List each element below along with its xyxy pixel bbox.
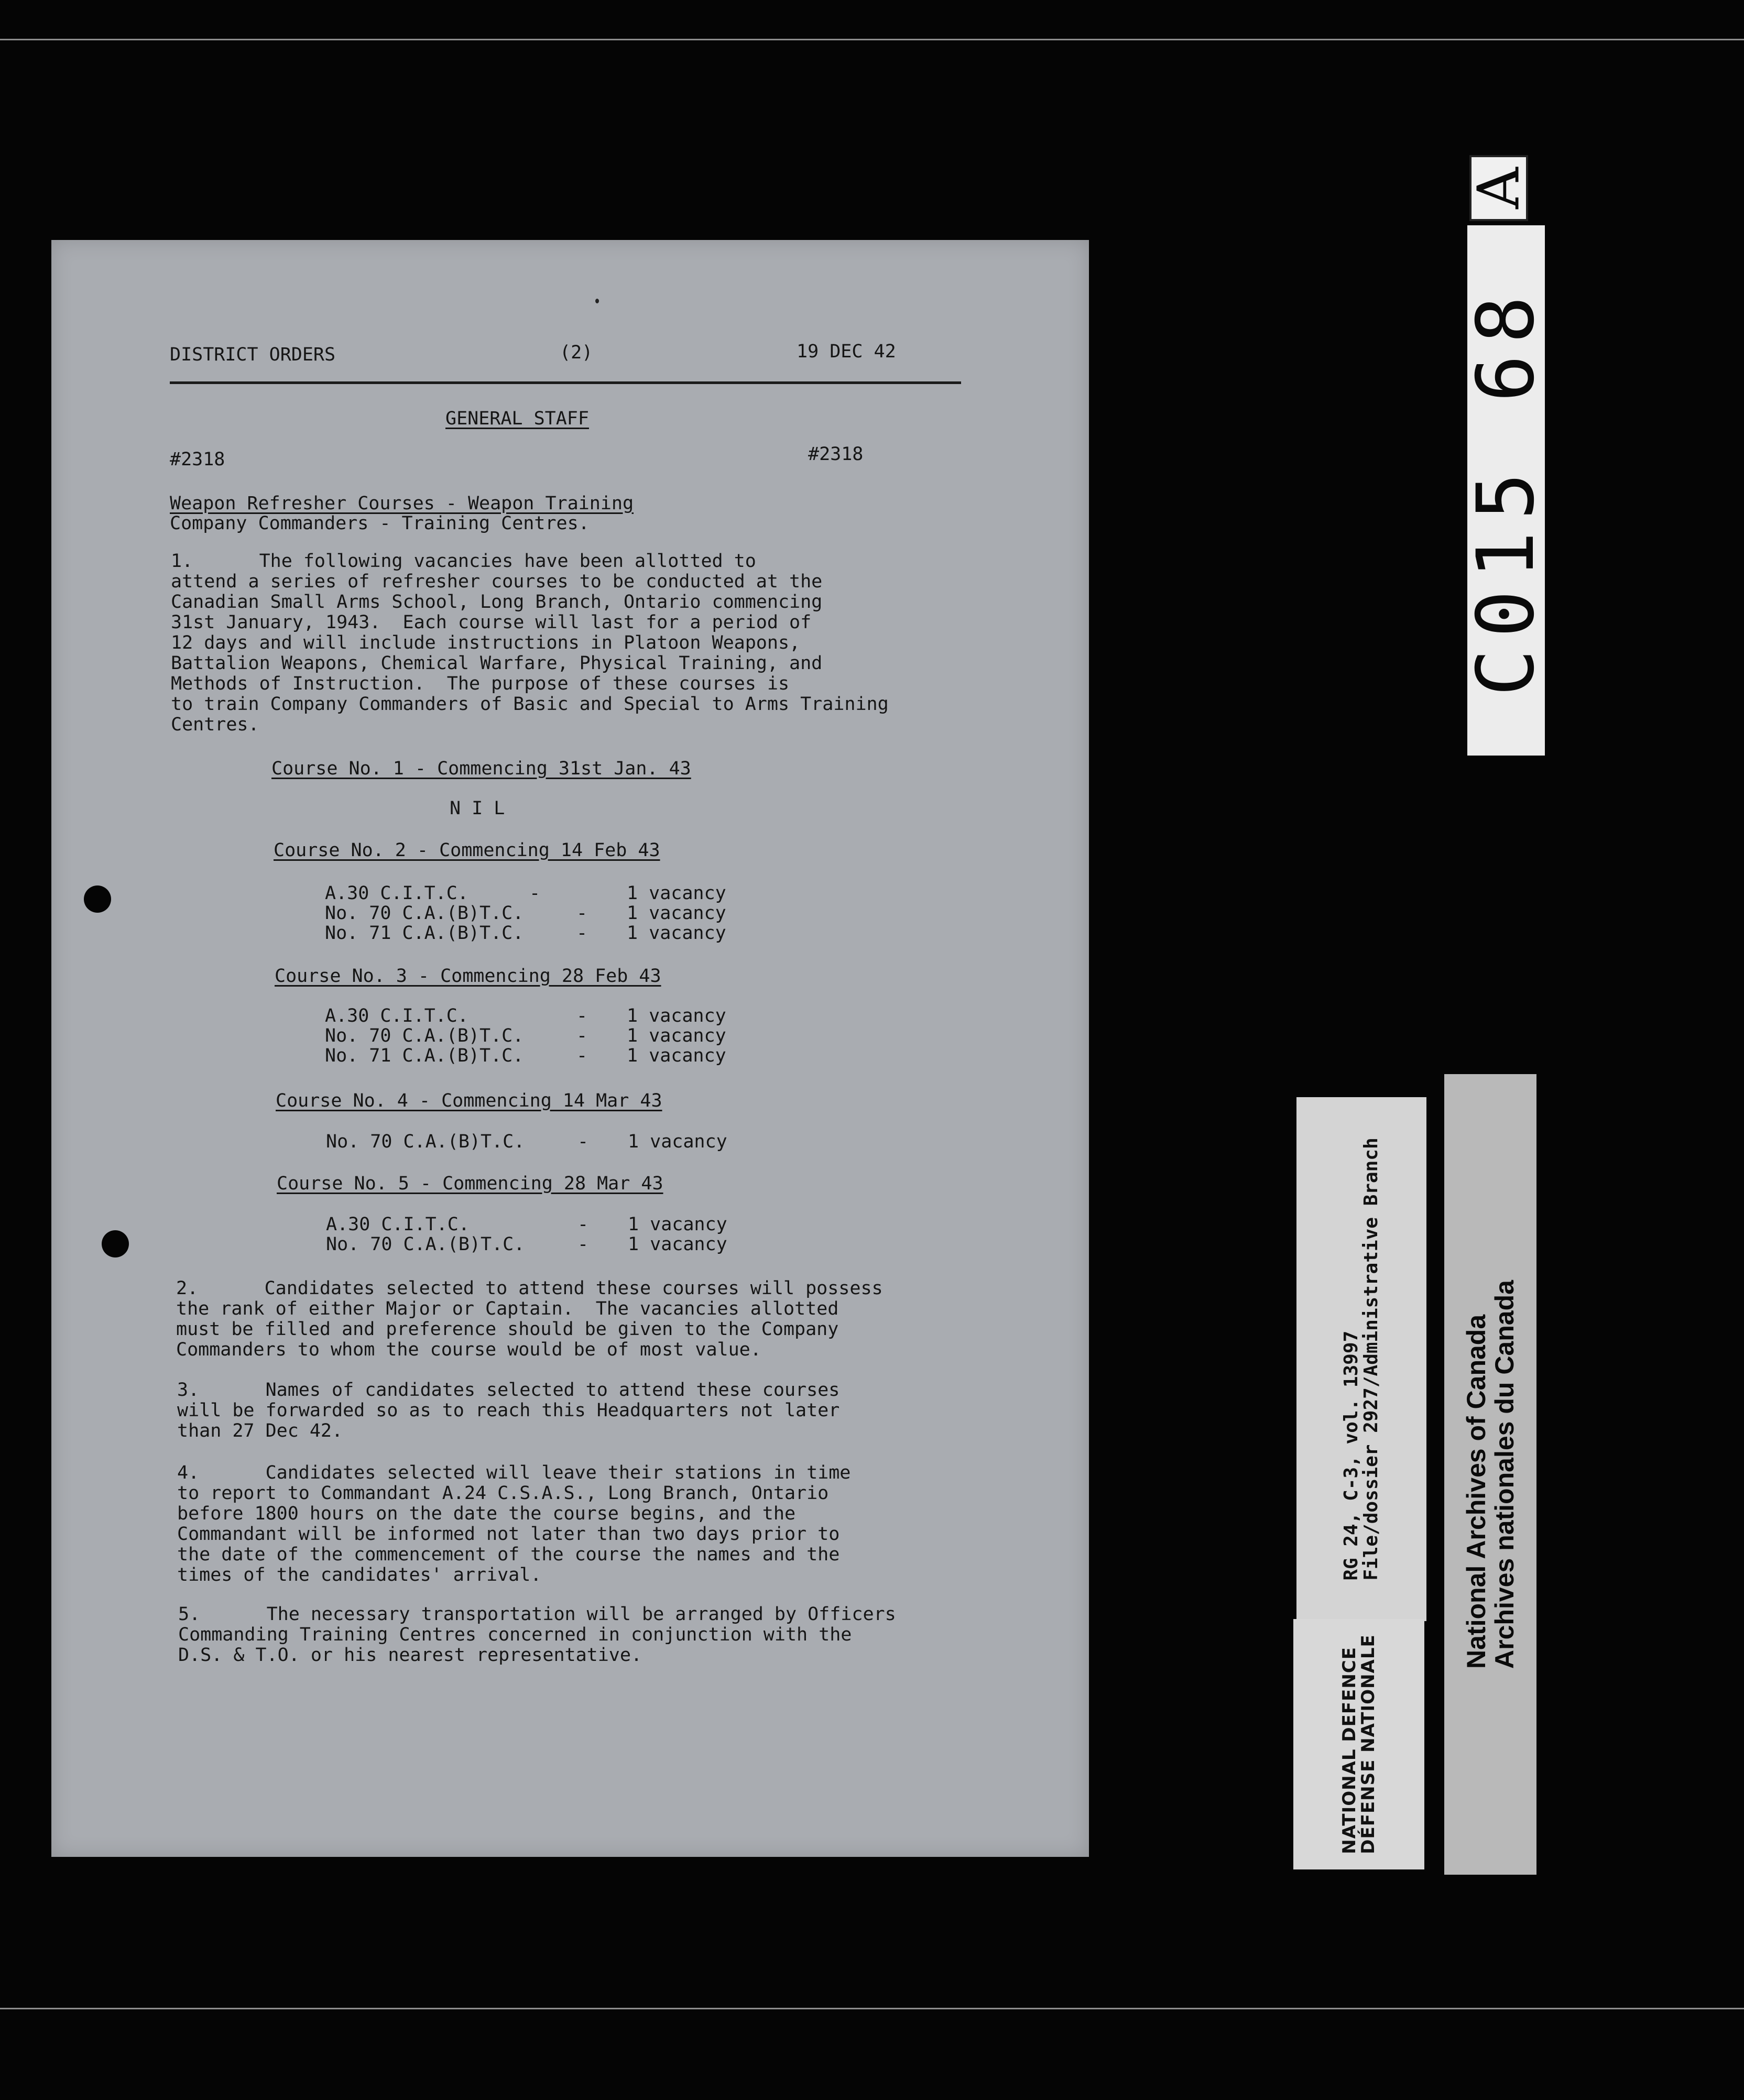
vacancy-row (326, 1215, 798, 1234)
vacancy-unit: No. 70 C.A.(B)T.C. (326, 1234, 525, 1255)
paragraph-1-line: Methods of Instruction. The purpose of these courses is (171, 673, 790, 694)
vacancy-count: 1 vacancy (627, 1025, 726, 1046)
paragraph-5-line: Commanding Training Centres concerned in conjunction with the (178, 1624, 852, 1645)
paragraph-3-line: than 27 Dec 42. (177, 1420, 343, 1441)
course-4-title: Course No. 4 - Commencing 14 Mar 43 (276, 1090, 662, 1111)
vacancy-row (325, 923, 797, 943)
punch-hole-lower (102, 1230, 129, 1257)
paper-speck (595, 299, 599, 303)
header-page-number: (2) (560, 342, 593, 363)
vacancy-count: 1 vacancy (627, 1005, 726, 1026)
paragraph-4-line: times of the candidates' arrival. (177, 1565, 542, 1585)
header-date: 19 DEC 42 (797, 341, 896, 362)
national-defence-line-1: NATIONAL DEFENCE (1339, 1647, 1360, 1854)
section-title: GENERAL STAFF (445, 408, 589, 429)
national-archives-line-1: National Archives of Canada (1462, 1314, 1491, 1669)
paragraph-5-line: 5. The necessary transportation will be arranged by Officers (178, 1604, 896, 1625)
vacancy-unit: No. 70 C.A.(B)T.C. (325, 1025, 524, 1046)
record-group-line-2: File/dossier 2927/Administrative Branch (1360, 1138, 1382, 1581)
national-defence-text (1340, 1634, 1378, 1854)
vacancy-row (325, 1006, 797, 1026)
vacancy-unit: No. 70 C.A.(B)T.C. (325, 903, 524, 924)
national-defence-line-2: DÉFENSE NATIONALE (1358, 1634, 1379, 1854)
vacancy-dash: - (576, 1025, 588, 1046)
subject-line-2: Company Commanders - Training Centres. (170, 513, 590, 534)
national-defence-label (1293, 1619, 1424, 1869)
paragraph-1-line: 1. The following vacancies have been allotted to (171, 551, 756, 572)
paragraph-2-line: must be filled and preference should be given to the Company (176, 1319, 839, 1340)
course-5-vacancy-list (326, 1215, 798, 1254)
document-page (51, 240, 1089, 1857)
paragraph-1-line: 31st January, 1943. Each course will last for a period of (171, 612, 812, 633)
paragraph-4-line: 4. Candidates selected will leave their stations in time (177, 1462, 851, 1483)
course-1-nil: N I L (450, 798, 505, 819)
course-4-vacancy-list (326, 1132, 798, 1152)
national-archives-text (1462, 1280, 1519, 1669)
vacancy-dash: - (576, 903, 588, 924)
frame-letter: A (1465, 167, 1532, 209)
national-archives-label (1444, 1074, 1536, 1875)
vacancy-count: 1 vacancy (627, 903, 726, 924)
vacancy-count: 1 vacancy (628, 1234, 727, 1255)
paragraph-3-line: 3. Names of candidates selected to attend these courses (177, 1380, 840, 1401)
paragraph-2-line: Commanders to whom the course would be of most value. (176, 1339, 761, 1360)
vacancy-count: 1 vacancy (627, 883, 726, 904)
vacancy-row (326, 1234, 798, 1254)
vacancy-dash: - (576, 1005, 588, 1026)
vacancy-count: 1 vacancy (628, 1214, 727, 1235)
paragraph-1-line: Battalion Weapons, Chemical Warfare, Physical Training, and (171, 653, 823, 674)
order-number-right: #2318 (808, 444, 864, 465)
vacancy-unit: A.30 C.I.T.C. (325, 883, 468, 904)
paragraph-2-line: 2. Candidates selected to attend these courses will possess (176, 1278, 883, 1299)
paragraph-2-line: the rank of either Major or Captain. The vacancies allotted (176, 1298, 839, 1319)
vacancy-dash: - (577, 1131, 589, 1152)
paragraph-4-line: the date of the commencement of the course the names and the (177, 1544, 840, 1565)
paragraph-1-line: attend a series of refresher courses to be conducted at the (171, 571, 823, 592)
film-frame-bottom-edge (0, 2008, 1744, 2009)
paragraph-3-line: will be forwarded so as to reach this Headquarters not later (177, 1400, 840, 1421)
record-group-text (1342, 1138, 1381, 1580)
header-rule (170, 381, 961, 384)
header-left: DISTRICT ORDERS (170, 344, 336, 365)
vacancy-dash: - (529, 883, 541, 904)
vacancy-count: 1 vacancy (628, 1131, 727, 1152)
course-1-title: Course No. 1 - Commencing 31st Jan. 43 (271, 758, 691, 779)
course-5-title: Course No. 5 - Commencing 28 Mar 43 (277, 1173, 663, 1194)
course-3-title: Course No. 3 - Commencing 28 Feb 43 (275, 966, 661, 987)
paragraph-4-line: to report to Commandant A.24 C.S.A.S., Long Branch, Ontario (177, 1483, 829, 1504)
vacancy-unit: No. 71 C.A.(B)T.C. (325, 1045, 524, 1066)
vacancy-dash: - (577, 1214, 589, 1235)
paragraph-1-line: Centres. (171, 714, 259, 735)
national-archives-line-2: Archives nationales du Canada (1490, 1280, 1519, 1669)
record-group-line-1: RG 24, C-3, vol. 13997 (1340, 1330, 1362, 1581)
course-3-vacancy-list (325, 1006, 797, 1066)
vacancy-unit: No. 71 C.A.(B)T.C. (325, 923, 524, 944)
paragraph-4-line: before 1800 hours on the date the course begins, and the (177, 1503, 796, 1524)
vacancy-dash: - (576, 923, 588, 944)
vacancy-unit: A.30 C.I.T.C. (325, 1005, 468, 1026)
subject-line-1: Weapon Refresher Courses - Weapon Training (170, 493, 634, 514)
vacancy-count: 1 vacancy (627, 923, 726, 944)
course-2-title: Course No. 2 - Commencing 14 Feb 43 (274, 840, 660, 861)
punch-hole-upper (84, 885, 111, 913)
vacancy-dash: - (577, 1234, 589, 1255)
frame-letter-label (1465, 155, 1532, 221)
film-frame-top-edge (0, 39, 1744, 40)
order-number-left: #2318 (170, 449, 225, 470)
course-2-vacancy-list (325, 883, 797, 943)
reel-number-label (1460, 225, 1552, 756)
vacancy-unit: A.30 C.I.T.C. (326, 1214, 470, 1235)
vacancy-row (325, 903, 797, 923)
vacancy-count: 1 vacancy (627, 1045, 726, 1066)
vacancy-dash: - (576, 1045, 588, 1066)
reel-number: C015 68 (1460, 284, 1552, 697)
paragraph-1-line: Canadian Small Arms School, Long Branch, Ontario commencing (171, 592, 823, 612)
record-group-label (1296, 1097, 1426, 1621)
vacancy-row (325, 883, 797, 903)
vacancy-unit: No. 70 C.A.(B)T.C. (326, 1131, 525, 1152)
vacancy-row (326, 1132, 798, 1152)
document-header (170, 341, 966, 366)
paragraph-1-line: 12 days and will include instructions in Platoon Weapons, (171, 632, 801, 653)
paragraph-4-line: Commandant will be informed not later than two days prior to (177, 1524, 840, 1545)
paragraph-1-line: to train Company Commanders of Basic and Special to Arms Training (171, 694, 889, 715)
paragraph-5-line: D.S. & T.O. or his nearest representative. (178, 1645, 642, 1666)
vacancy-row (325, 1046, 797, 1066)
vacancy-row (325, 1026, 797, 1046)
